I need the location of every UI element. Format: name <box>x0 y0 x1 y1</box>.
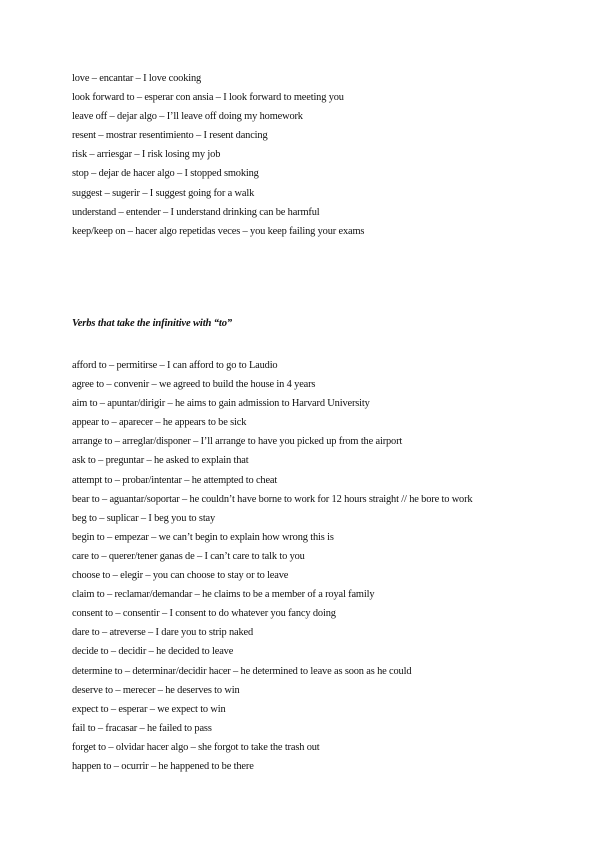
list-item: beg to – suplicar – I beg you to stay <box>72 512 216 524</box>
list-item: leave off – dejar algo – I’ll leave off doing my homework <box>72 111 303 123</box>
list-item: keep/keep on – hacer algo repetidas veces – you keep failing your exams <box>72 225 365 237</box>
list-item: agree to – convenir – we agreed to build the house in 4 years <box>72 379 316 391</box>
list-item: deserve to – merecer – he deserves to win <box>72 684 240 696</box>
list-item: care to – querer/tener ganas de – I can’t care to talk to you <box>72 550 305 562</box>
list-item: appear to – aparecer – he appears to be sick <box>72 417 247 429</box>
list-item: expect to – esperar – we expect to win <box>72 703 226 715</box>
list-item: claim to – reclamar/demandar – he claims to be a member of a royal family <box>72 589 375 601</box>
list-item: choose to – elegir – you can choose to stay or to leave <box>72 570 289 582</box>
list-item: arrange to – arreglar/disponer – I’ll arrange to have you picked up from the airport <box>72 436 403 448</box>
list-item: resent – mostrar resentimiento – I resent dancing <box>72 130 268 142</box>
list-item: attempt to – probar/intentar – he attempted to cheat <box>72 474 278 486</box>
list-item: suggest – sugerir – I suggest going for a walk <box>72 187 255 199</box>
infinitive-verb-list <box>72 356 580 776</box>
list-item: afford to – permitirse – I can afford to go to Laudio <box>72 360 278 371</box>
list-item: stop – dejar de hacer algo – I stopped smoking <box>72 168 259 180</box>
list-item: love – encantar – I love cooking <box>72 73 202 84</box>
list-item: consent to – consentir – I consent to do whatever you fancy doing <box>72 608 336 620</box>
section-heading: Verbs that take the infinitive with “to” <box>72 318 232 329</box>
list-item: determine to – determinar/decidir hacer – he determined to leave as soon as he could <box>72 665 412 677</box>
list-item: dare to – atreverse – I dare you to strip naked <box>72 627 254 639</box>
list-item: understand – entender – I understand drinking can be harmful <box>72 206 320 218</box>
list-item: risk – arriesgar – I risk losing my job <box>72 149 221 161</box>
list-item: aim to – apuntar/dirigir – he aims to gain admission to Harvard University <box>72 398 370 410</box>
list-item: begin to – empezar – we can’t begin to explain how wrong this is <box>72 531 334 543</box>
list-item: ask to – preguntar – he asked to explain that <box>72 455 249 467</box>
list-item: look forward to – esperar con ansia – I look forward to meeting you <box>72 92 344 104</box>
list-item: decide to – decidir – he decided to leave <box>72 646 234 658</box>
list-item: happen to – ocurrir – he happened to be there <box>72 760 254 772</box>
gerund-verb-list <box>72 69 580 241</box>
list-item: bear to – aguantar/soportar – he couldn’t have borne to work for 12 hours straight // he bore to work <box>72 493 473 505</box>
list-item: fail to – fracasar – he failed to pass <box>72 722 212 734</box>
list-item: forget to – olvidar hacer algo – she forgot to take the trash out <box>72 741 320 753</box>
